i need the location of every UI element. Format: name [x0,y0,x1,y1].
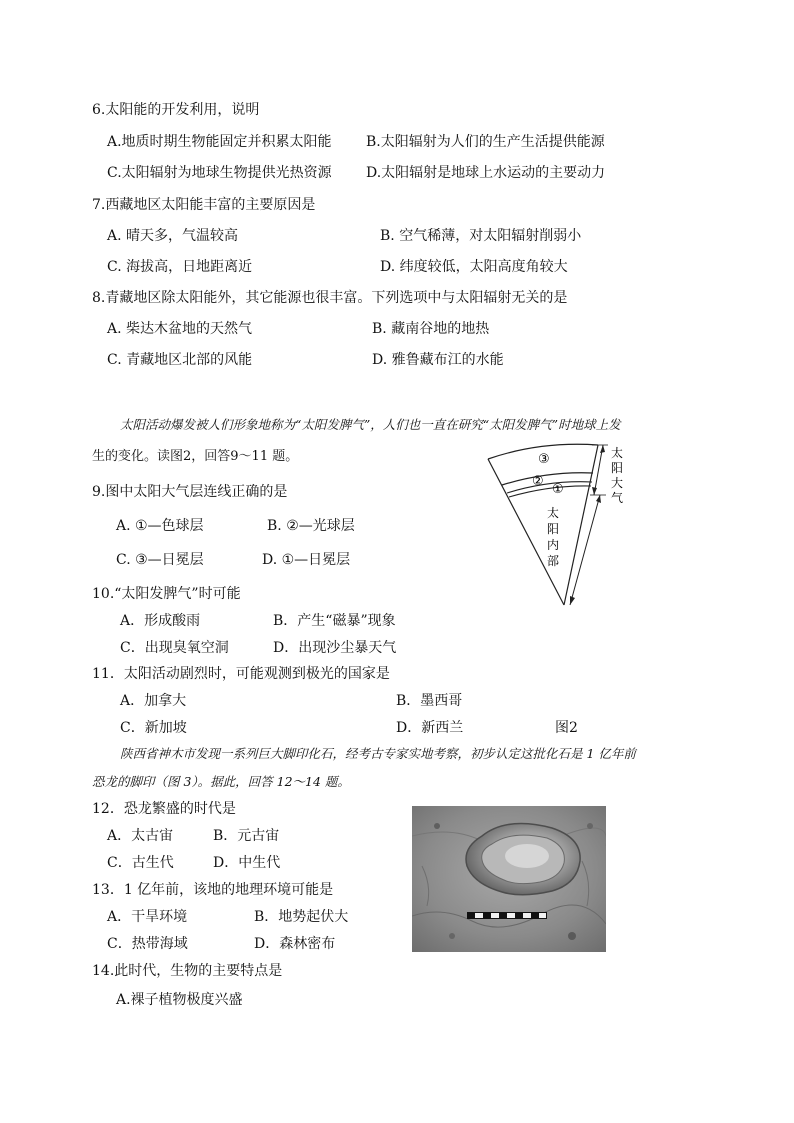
q6-stem: 6.太阳能的开发利用，说明 [92,102,260,118]
q11-stem: 11．太阳活动剧烈时，可能观测到极光的国家是 [92,666,390,682]
q10-option-a: A．形成酸雨 [120,613,201,629]
q8-stem: 8.青藏地区除太阳能外，其它能源也很丰富。下列选项中与太阳辐射无关的是 [92,290,568,306]
q13-option-d: D．森林密布 [254,936,336,952]
footprint-photo-drawing [412,806,606,952]
q11-option-b: B．墨西哥 [396,693,463,709]
q9-stem: 9.图中太阳大气层连线正确的是 [92,484,288,500]
q12-option-c: C．古生代 [107,855,174,871]
q10-stem: 10.“太阳发脾气”时可能 [92,586,241,602]
q13-option-c: C．热带海域 [107,936,188,952]
atmosphere-label-char-4: 气 [611,491,624,505]
q6-option-c: C.太阳辐射为地球生物提供光热资源 [107,165,332,181]
q7-stem: 7.西藏地区太阳能丰富的主要原因是 [92,197,316,213]
q7-option-a: A. 晴天多，气温较高 [107,228,239,244]
q6-option-d: D.太阳辐射是地球上水运动的主要动力 [366,165,606,181]
q13-option-b: B．地势起伏大 [254,909,349,925]
atmosphere-label-char-2: 阳 [611,461,624,475]
atmosphere-label-char-1: 太 [611,446,624,460]
q9-option-b: B. ②—光球层 [267,518,355,534]
dinosaur-footprint-photo [412,806,606,952]
q12-option-a: A．太古宙 [107,828,174,844]
q11-option-a: A．加拿大 [120,693,187,709]
solar-structure-diagram [480,435,630,610]
q14-option-a: A.裸子植物极度兴盛 [116,992,243,1008]
q9-option-a: A. ①—色球层 [116,518,204,534]
interior-label-char-3: 内 [547,538,560,552]
q8-option-d: D. 雅鲁藏布江的水能 [372,352,504,368]
intro-passage-2-line1: 陕西省神木市发现一系列巨大脚印化石，经考古专家实地考察，初步认定这批化石是 1 亿年前 [120,746,636,761]
q8-option-c: C. 青藏地区北部的风能 [107,352,253,368]
intro-passage-1-line2: 生的变化。读图2，回答9～11 题。 [92,449,299,464]
q6-option-a: A.地质时期生物能固定并积累太阳能 [107,134,332,150]
intro-passage-2-line2: 恐龙的脚印（图 3）。据此，回答 12～14 题。 [92,774,350,789]
q6-option-b: B.太阳辐射为人们的生产生活提供能源 [366,134,605,150]
q12-stem: 12．恐龙繁盛的时代是 [92,801,236,817]
q14-stem: 14.此时代，生物的主要特点是 [92,963,283,979]
q8-option-a: A. 柴达木盆地的天然气 [107,321,253,337]
q11-option-d: D．新西兰 [396,720,464,736]
interior-label-char-2: 阳 [547,522,560,536]
layer-1-label: ① [552,482,564,497]
q7-option-b: B. 空气稀薄，对太阳辐射削弱小 [380,228,582,244]
q12-option-b: B．元古宙 [213,828,280,844]
atmosphere-label-char-3: 大 [611,476,624,490]
q13-option-a: A．干旱环境 [107,909,188,925]
q10-option-b: B．产生“磁暴”现象 [273,613,396,629]
layer-2-label: ② [532,474,544,489]
q8-option-b: B. 藏南谷地的地热 [372,321,490,337]
q10-option-c: C．出现臭氧空洞 [120,640,229,656]
figure-2-caption: 图2 [555,720,578,736]
q7-option-c: C. 海拔高，日地距离近 [107,259,253,275]
q9-option-d: D. ①—日冕层 [262,552,351,568]
q9-option-c: C. ③—日冕层 [116,552,204,568]
interior-label-char-1: 太 [547,506,560,520]
q10-option-d: D．出现沙尘暴天气 [273,640,397,656]
q7-option-d: D. 纬度较低，太阳高度角较大 [380,259,568,275]
layer-3-label: ③ [538,452,550,467]
interior-label-char-4: 部 [547,554,560,568]
q11-option-c: C．新加坡 [120,720,187,736]
q12-option-d: D．中生代 [213,855,281,871]
intro-passage-1-line1: 太阳活动爆发被人们形象地称为“太阳发脾气”，人们也一直在研究“太阳发脾气”时地球上发 [120,417,621,432]
q13-stem: 13．1 亿年前，该地的地理环境可能是 [92,882,334,898]
